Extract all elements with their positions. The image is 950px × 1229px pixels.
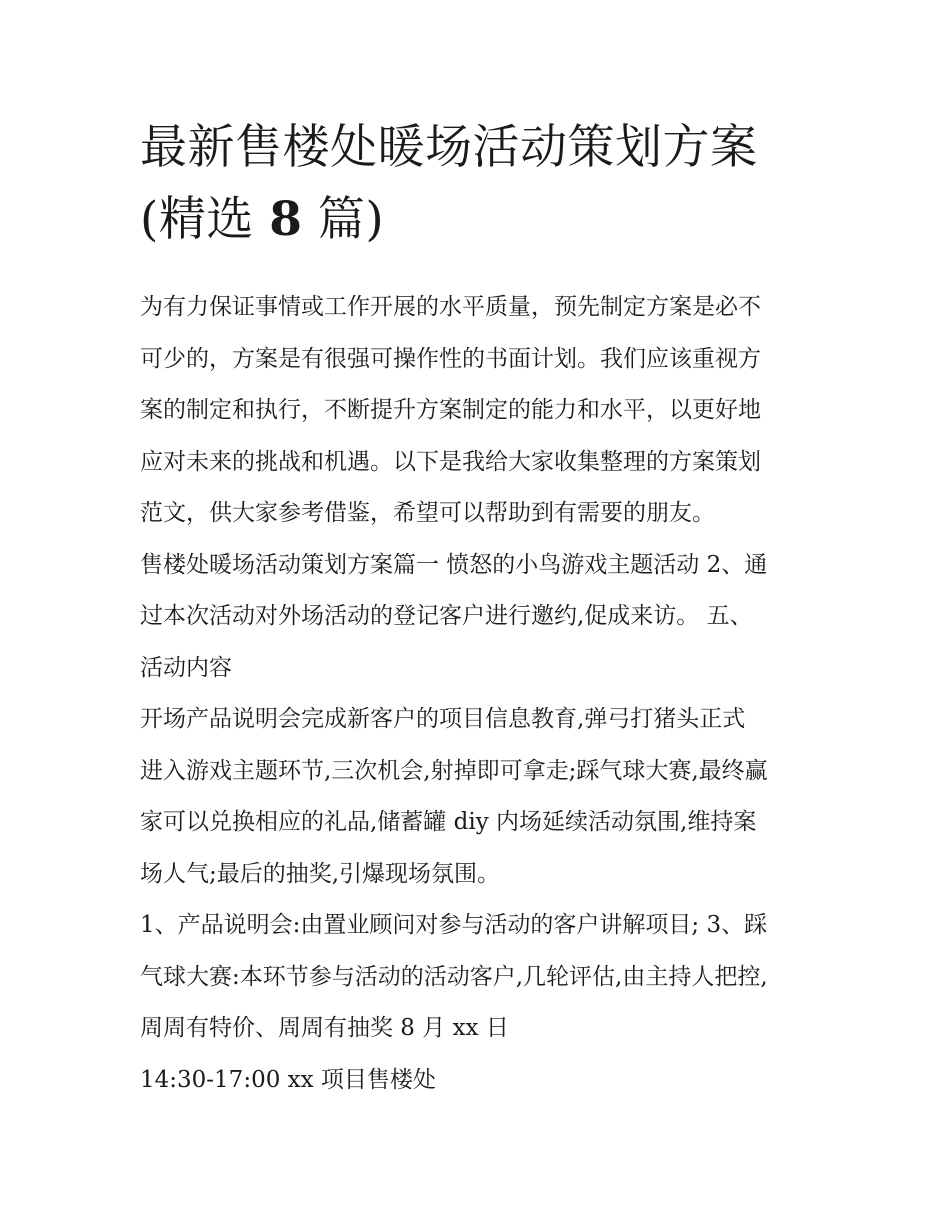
title-line-2 [140,184,815,256]
paragraph-line: 1、产品说明会:由置业顾问对参与活动的客户讲解项目; 3、踩 [140,912,768,938]
document-page [140,112,815,1106]
paragraph-line: 过本次活动对外场活动的登记客户进行邀约,促成来访。 五、 [140,603,753,629]
title-line-1: 最新售楼处暖场活动策划方案 [140,120,758,175]
paragraph-time-location [140,1055,815,1107]
paragraph-line: 家可以兑换相应的礼品,储蓄罐 diy 内场延续活动氛围,维持案 [140,809,757,835]
paragraph-line: 开场产品说明会完成新客户的项目信息教育,弹弓打猪头正式 [140,706,746,732]
paragraph-line: 场人气;最后的抽奖,引爆现场氛围。 [140,860,501,887]
document-title [140,112,815,256]
title-line-2-suffix: 篇) [302,192,385,247]
paragraph-line: 范文，供大家参考借鉴，希望可以帮助到有需要的朋友。 [140,500,715,526]
paragraph-activity-items [140,900,815,1055]
paragraph-line: 进入游戏主题环节,三次机会,射掉即可拿走;踩气球大赛,最终赢 [140,757,768,784]
paragraph-line: 活动内容 [140,654,232,681]
paragraph-intro [140,282,815,540]
paragraph-line: 案的制定和执行，不断提升方案制定的能力和水平，以更好地 [140,397,761,423]
paragraph-line: 周周有特价、周周有抽奖 8 月 xx 日 [140,1015,509,1041]
paragraph-line: 为有力保证事情或工作开展的水平质量，预先制定方案是必不 [140,294,761,320]
title-line-2-number: 8 [269,192,303,247]
paragraph-activity-intro [140,540,815,695]
title-line-2-prefix: (精选 [140,192,270,247]
paragraph-line: 可少的，方案是有很强可操作性的书面计划。我们应该重视方 [140,345,761,372]
paragraph-line: 应对未来的挑战和机遇。以下是我给大家收集整理的方案策划 [140,448,761,475]
paragraph-line: 气球大赛:本环节参与活动的活动客户,几轮评估,由主持人把控, [140,963,768,990]
paragraph-line: 14:30-17:00 xx 项目售楼处 [140,1066,436,1093]
paragraph-line: 售楼处暖场活动策划方案篇一 愤怒的小鸟游戏主题活动 2、通 [140,551,768,578]
paragraph-activity-content [140,694,815,900]
